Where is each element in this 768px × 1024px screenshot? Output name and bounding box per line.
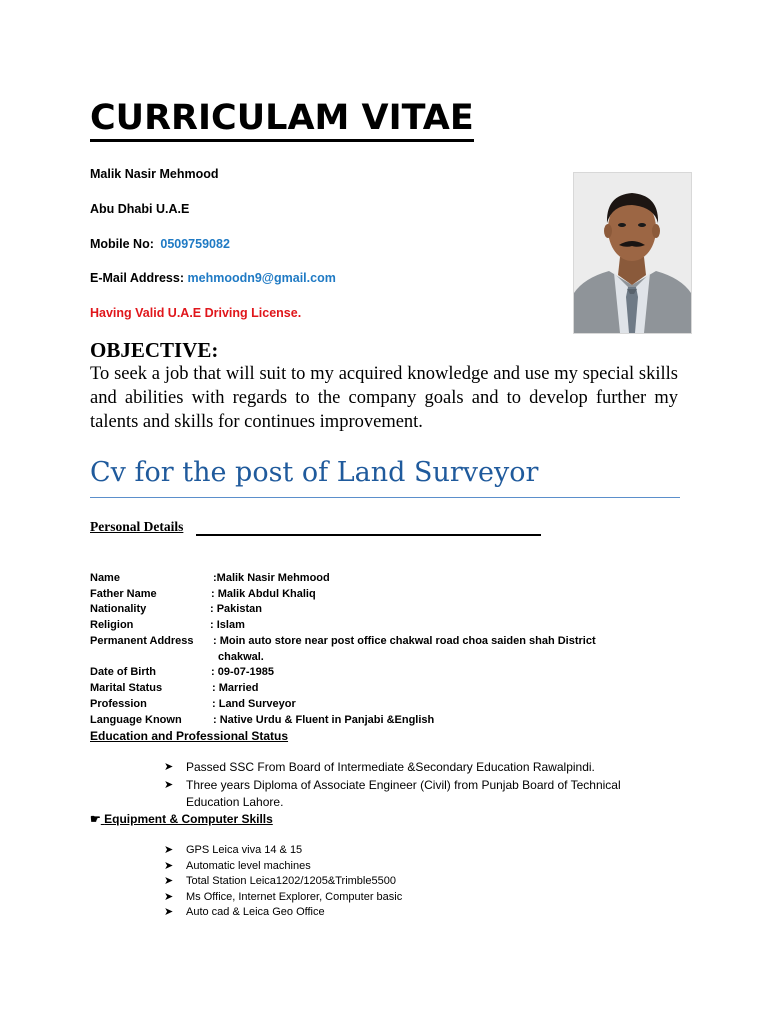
equipment-heading-line [90, 812, 273, 826]
detail-value: : Islam [210, 619, 245, 631]
education-list [164, 759, 654, 812]
list-item [164, 874, 564, 890]
list-item [164, 759, 654, 777]
candidate-name: Malik Nasir Mehmood [90, 167, 219, 181]
detail-label: Religion [90, 619, 134, 631]
email-address[interactable]: mehmoodn9@gmail.com [187, 271, 336, 285]
detail-value: : Pakistan [210, 603, 262, 615]
arrowhead-bullet-icon: ➤ [164, 875, 174, 888]
list-item [164, 843, 564, 859]
equipment-item-text: Automatic level machines [186, 859, 311, 872]
arrowhead-bullet-icon: ➤ [164, 859, 174, 872]
objective-heading: OBJECTIVE: [90, 338, 219, 362]
detail-label: Permanent Address [90, 635, 194, 647]
list-item [164, 859, 564, 875]
equipment-item-text: GPS Leica viva 14 & 15 [186, 844, 303, 856]
driving-license-note: Having Valid U.A.E Driving License. [90, 306, 302, 320]
detail-value: : Malik Abdul Khaliq [211, 588, 316, 600]
detail-label: Nationality [90, 603, 147, 615]
education-item-text: Three years Diploma of Associate Engineer (Civil) from Punjab Board of Technical Education Lahore. [186, 777, 621, 809]
arrowhead-bullet-icon: ➤ [164, 844, 174, 856]
detail-value: : 09-07-1985 [211, 666, 274, 678]
list-item [164, 905, 564, 921]
mobile-number: 0509759082 [160, 237, 230, 251]
detail-value-continued: chakwal. [218, 651, 264, 663]
mobile-line [90, 236, 230, 252]
equipment-heading: Equipment & Computer Skills [104, 812, 273, 826]
profile-photo [573, 172, 692, 334]
equipment-item-text: Auto cad & Leica Geo Office [186, 906, 325, 919]
profile-photo-image [574, 173, 691, 333]
list-item [164, 890, 564, 906]
equipment-item-text: Ms Office, Internet Explorer, Computer basic [186, 890, 403, 903]
mobile-label: Mobile No: [90, 237, 154, 251]
detail-label: Name [90, 572, 120, 584]
detail-label: Language Known [90, 714, 182, 726]
personal-details-rule [196, 534, 541, 536]
detail-label: Profession [90, 698, 147, 710]
detail-label: Date of Birth [90, 666, 156, 678]
education-item-text: Passed SSC From Board of Intermediate &Secondary Education Rawalpindi. [186, 760, 595, 774]
arrowhead-bullet-icon: ➤ [164, 778, 174, 791]
candidate-location: Abu Dhabi U.A.E [90, 202, 190, 216]
detail-value: : Moin auto store near post office chakwal road choa saiden shah District [213, 635, 596, 647]
arrowhead-bullet-icon: ➤ [164, 906, 174, 919]
arrowhead-bullet-icon: ➤ [164, 890, 174, 903]
email-label: E-Mail Address: [90, 271, 185, 285]
detail-value: : Land Surveyor [212, 698, 296, 710]
objective-text: To seek a job that will suit to my acquired knowledge and use my special skills and abilities with regards to the company goals and to develop further my talents and skills for continues improvement. [90, 364, 678, 432]
personal-details-heading: Personal Details [90, 519, 184, 534]
detail-label: Marital Status [90, 682, 163, 694]
email-line [90, 270, 336, 286]
post-heading: Cv for the post of Land Surveyor [90, 453, 680, 498]
detail-value: : Native Urdu & Fluent in Panjabi &English [213, 714, 435, 726]
detail-label: Father Name [90, 588, 157, 600]
list-item [164, 777, 654, 812]
education-heading: Education and Professional Status [90, 729, 289, 743]
equipment-item-text: Total Station Leica1202/1205&Trimble5500 [186, 875, 396, 888]
document-title: CURRICULAM VITAE [90, 98, 474, 142]
pointing-hand-icon: ☛ [90, 812, 101, 826]
detail-value: : Married [212, 682, 259, 694]
arrowhead-bullet-icon: ➤ [164, 761, 174, 773]
detail-value: :Malik Nasir Mehmood [213, 572, 330, 584]
equipment-list [164, 843, 564, 921]
